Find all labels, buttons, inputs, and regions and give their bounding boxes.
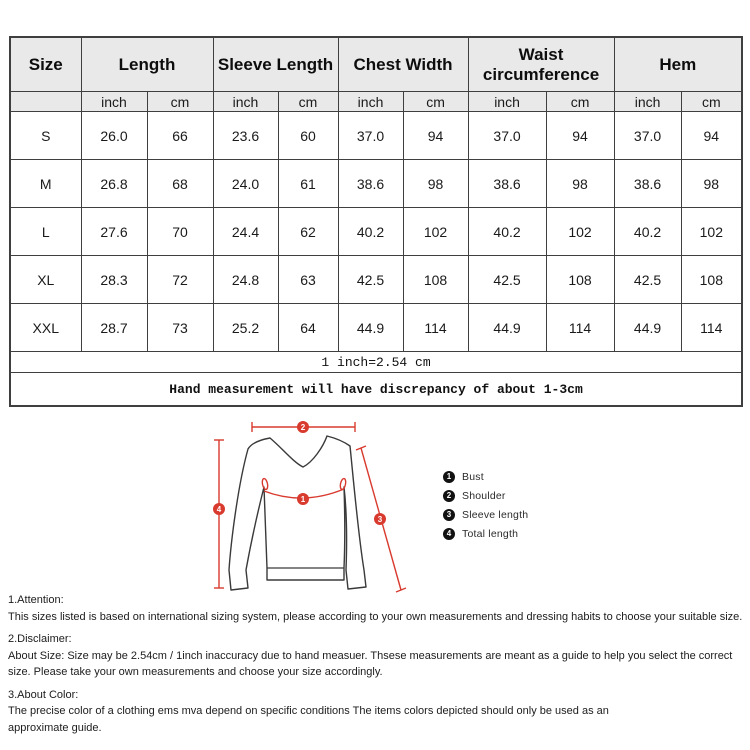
measurement-cell: 94 xyxy=(681,112,742,160)
measurement-note-row xyxy=(10,373,742,407)
header-row xyxy=(10,37,742,92)
table-row-xxl xyxy=(10,304,742,352)
legend-item-bust xyxy=(443,471,528,483)
measurement-cell: 38.6 xyxy=(468,160,546,208)
measurement-cell: 37.0 xyxy=(468,112,546,160)
col-header-length: Length xyxy=(81,37,213,92)
garment-outline-icon xyxy=(229,436,366,590)
measurement-cell: 24.4 xyxy=(213,208,278,256)
attention-body: This sizes listed is based on international sizing system, please according to your own measurements and dressing habits to choose your suitable size. xyxy=(8,610,743,623)
footnotes-section xyxy=(8,592,745,736)
size-chart-table xyxy=(9,36,743,407)
size-label: M xyxy=(10,160,81,208)
measurement-legend xyxy=(443,471,528,547)
attention-title: 1.Attention: xyxy=(8,594,64,606)
measurement-cell: 108 xyxy=(681,256,742,304)
conversion-note: 1 inch=2.54 cm xyxy=(10,352,742,373)
unit-header-inch: inch xyxy=(213,92,278,112)
measurement-cell: 61 xyxy=(278,160,338,208)
size-label: L xyxy=(10,208,81,256)
col-header-hem: Hem xyxy=(614,37,742,92)
col-header-sleeve-length: Sleeve Length xyxy=(213,37,338,92)
table-row-s xyxy=(10,112,742,160)
legend-label-sleeve-length: Sleeve length xyxy=(462,509,529,521)
measurement-cell: 37.0 xyxy=(614,112,681,160)
table-row-xl xyxy=(10,256,742,304)
measurement-cell: 64 xyxy=(278,304,338,352)
measurement-cell: 42.5 xyxy=(338,256,403,304)
measurement-cell: 98 xyxy=(403,160,468,208)
size-label: XXL xyxy=(10,304,81,352)
marker-1-badge xyxy=(297,493,309,505)
measurement-cell: 108 xyxy=(546,256,614,304)
measurement-cell: 42.5 xyxy=(614,256,681,304)
measurement-cell: 44.9 xyxy=(338,304,403,352)
size-label: S xyxy=(10,112,81,160)
unit-header-inch: inch xyxy=(468,92,546,112)
measurement-cell: 114 xyxy=(681,304,742,352)
measurement-cell: 28.3 xyxy=(81,256,147,304)
unit-header-inch: inch xyxy=(81,92,147,112)
measurement-cell: 40.2 xyxy=(468,208,546,256)
measurement-cell: 24.0 xyxy=(213,160,278,208)
unit-header-inch: inch xyxy=(338,92,403,112)
table-row-m xyxy=(10,160,742,208)
legend-number-1-icon: 1 xyxy=(443,471,455,483)
legend-item-sleeve-length xyxy=(443,509,528,521)
measurement-cell: 98 xyxy=(681,160,742,208)
measurement-cell: 108 xyxy=(403,256,468,304)
legend-label-bust: Bust xyxy=(462,471,484,483)
measurement-cell: 38.6 xyxy=(338,160,403,208)
measurement-cell: 27.6 xyxy=(81,208,147,256)
measurement-cell: 42.5 xyxy=(468,256,546,304)
svg-text:2: 2 xyxy=(300,423,306,432)
size-label: XL xyxy=(10,256,81,304)
measurement-cell: 26.0 xyxy=(81,112,147,160)
measurement-cell: 23.6 xyxy=(213,112,278,160)
unit-header-inch: inch xyxy=(614,92,681,112)
measurement-cell: 114 xyxy=(403,304,468,352)
measurement-cell: 102 xyxy=(681,208,742,256)
measurement-cell: 70 xyxy=(147,208,213,256)
measurement-cell: 102 xyxy=(403,208,468,256)
measurement-cell: 24.8 xyxy=(213,256,278,304)
disclaimer-title: 2.Disclaimer: xyxy=(8,633,72,645)
col-header-size: Size xyxy=(10,37,81,92)
marker-2-badge xyxy=(297,421,309,433)
measurement-cell: 66 xyxy=(147,112,213,160)
svg-text:4: 4 xyxy=(216,505,222,514)
unit-header-cm: cm xyxy=(546,92,614,112)
measurement-cell: 38.6 xyxy=(614,160,681,208)
measurement-cell: 94 xyxy=(403,112,468,160)
unit-header-cm: cm xyxy=(278,92,338,112)
measurement-cell: 73 xyxy=(147,304,213,352)
unit-header-cm: cm xyxy=(147,92,213,112)
measurement-cell: 114 xyxy=(546,304,614,352)
measurement-cell: 68 xyxy=(147,160,213,208)
col-header-chest-width: Chest Width xyxy=(338,37,468,92)
about-color-body: The precise color of a clothing ems mva depend on specific conditions The items colors depicted should only be used as an approximate guide. xyxy=(8,705,609,734)
marker-3-badge xyxy=(374,513,386,525)
legend-item-total-length xyxy=(443,528,528,540)
measurement-cell: 37.0 xyxy=(338,112,403,160)
about-color-title: 3.About Color: xyxy=(8,688,79,701)
measurement-cell: 44.9 xyxy=(614,304,681,352)
svg-text:1: 1 xyxy=(300,495,306,504)
marker-4-badge xyxy=(213,503,225,515)
unit-header-cm: cm xyxy=(681,92,742,112)
legend-label-shoulder: Shoulder xyxy=(462,490,506,502)
measurement-cell: 40.2 xyxy=(338,208,403,256)
measurement-cell: 28.7 xyxy=(81,304,147,352)
col-header-waist-circumference: Waist circumference xyxy=(468,37,614,92)
legend-number-3-icon: 3 xyxy=(443,509,455,521)
size-chart-section xyxy=(9,36,741,407)
measurement-cell: 60 xyxy=(278,112,338,160)
measurement-cell: 102 xyxy=(546,208,614,256)
unit-header-row xyxy=(10,92,742,112)
measurement-note: Hand measurement will have discrepancy of about 1-3cm xyxy=(10,373,742,407)
measurement-cell: 44.9 xyxy=(468,304,546,352)
measurement-cell: 94 xyxy=(546,112,614,160)
svg-text:3: 3 xyxy=(377,515,383,524)
legend-number-2-icon: 2 xyxy=(443,490,455,502)
conversion-note-row xyxy=(10,352,742,373)
measurement-cell: 25.2 xyxy=(213,304,278,352)
legend-number-4-icon: 4 xyxy=(443,528,455,540)
measurement-cell: 72 xyxy=(147,256,213,304)
measurement-cell: 40.2 xyxy=(614,208,681,256)
measurement-cell: 98 xyxy=(546,160,614,208)
table-row-l xyxy=(10,208,742,256)
unit-header-blank xyxy=(10,92,81,112)
measurement-cell: 26.8 xyxy=(81,160,147,208)
unit-header-cm: cm xyxy=(403,92,468,112)
sweater-measurement-diagram xyxy=(185,413,425,608)
legend-item-shoulder xyxy=(443,490,528,502)
measurement-cell: 62 xyxy=(278,208,338,256)
legend-label-total-length: Total length xyxy=(462,528,519,540)
measurement-cell: 63 xyxy=(278,256,338,304)
disclaimer-body: About Size: Size may be 2.54cm / 1inch inaccuracy due to hand measuer. Thsese measurements are meant as a guide to help you select the correct size. Please take your own measurements and choose your size accordingly. xyxy=(8,649,733,678)
